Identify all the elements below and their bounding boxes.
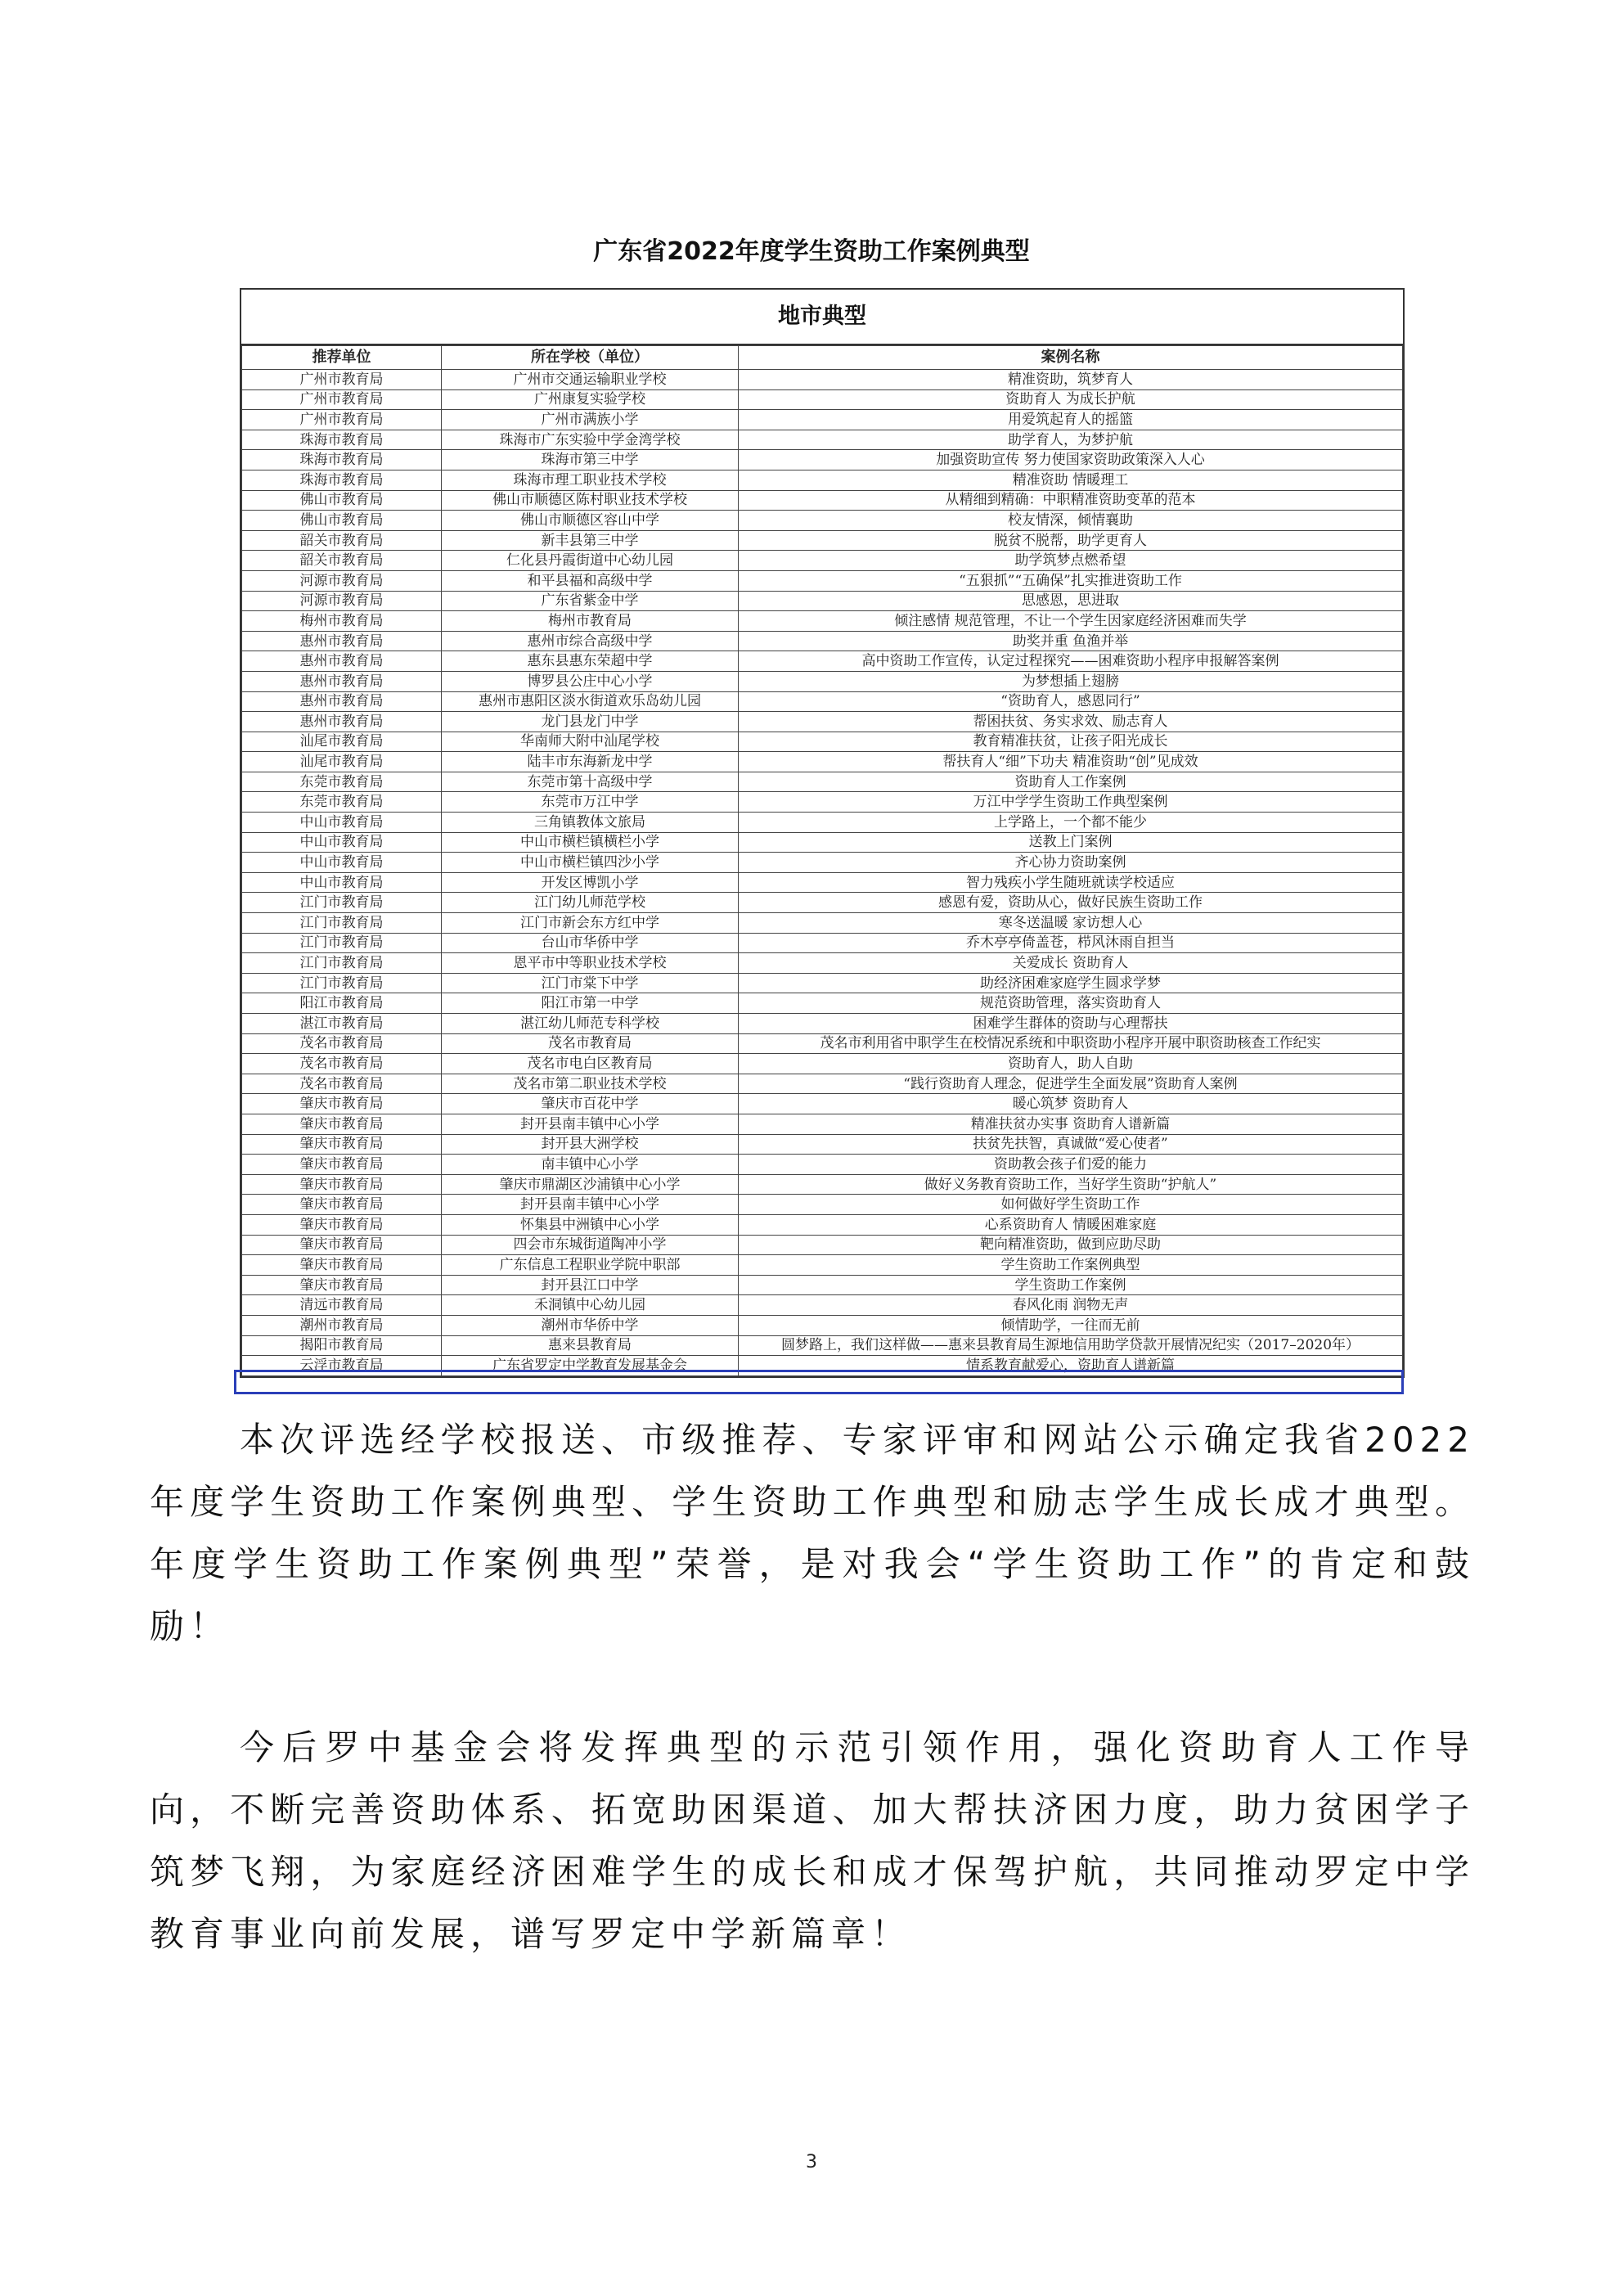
cell-school: 茂名市第二职业技术学校 xyxy=(442,1074,739,1094)
paragraph-2: 今后罗中基金会将发挥典型的示范引领作用，强化资助育人工作导向，不断完善资助体系、拓宽助困渠道、加大帮扶济困力度，助力贫困学子筑梦飞翔，为家庭经济困难学生的成长和成才保驾护航，共同推动罗定中学教育事业向前发展，谱写罗定中学新篇章！ xyxy=(150,1727,1475,1954)
cell-recommending-unit: 河源市教育局 xyxy=(242,591,442,611)
table-row xyxy=(242,1155,1403,1175)
cell-school: 怀集县中洲镇中心小学 xyxy=(442,1214,739,1235)
header-school: 所在学校（单位） xyxy=(442,346,739,370)
cell-recommending-unit: 茂名市教育局 xyxy=(242,1054,442,1074)
cell-school: 封开县南丰镇中心小学 xyxy=(442,1114,739,1134)
cell-recommending-unit: 肇庆市教育局 xyxy=(242,1195,442,1215)
cell-recommending-unit: 肇庆市教育局 xyxy=(242,1235,442,1255)
cell-case-name: 关爱成长 资助育人 xyxy=(739,953,1403,974)
cell-case-name: 精准扶贫办实事 资助育人谱新篇 xyxy=(739,1114,1403,1134)
cell-school: 和平县福和高级中学 xyxy=(442,570,739,591)
cell-recommending-unit: 惠州市教育局 xyxy=(242,671,442,691)
header-recommending-unit: 推荐单位 xyxy=(242,346,442,370)
table-row xyxy=(242,591,1403,611)
cell-case-name: 智力残疾小学生随班就读学校适应 xyxy=(739,872,1403,893)
cell-school: 中山市横栏镇横栏小学 xyxy=(442,832,739,853)
cell-school: 广东信息工程职业学院中职部 xyxy=(442,1255,739,1276)
cell-case-name: “践行资助育人理念，促进学生全面发展”资助育人案例 xyxy=(739,1074,1403,1094)
cell-school: 封开县江口中学 xyxy=(442,1275,739,1295)
paragraph-1: 本次评选经学校报送、市级推荐、专家评审和网站公示确定我省2022年度学生资助工作案例典型、学生资助工作典型和励志学生成长成才典型。年度学生资助工作案例典型”荣誉，是对我会“学生资助工作”的肯定和鼓励！ xyxy=(150,1420,1475,1646)
table-row xyxy=(242,651,1403,672)
cell-school: 广州市满族小学 xyxy=(442,410,739,430)
cell-case-name: 上学路上，一个都不能少 xyxy=(739,813,1403,833)
cell-case-name: 齐心协力资助案例 xyxy=(739,853,1403,873)
cell-case-name: “五狠抓”“五确保”扎实推进资助工作 xyxy=(739,570,1403,591)
cell-case-name: 助学筑梦点燃希望 xyxy=(739,551,1403,571)
table-row xyxy=(242,752,1403,772)
cell-school: 华南师大附中汕尾学校 xyxy=(442,732,739,752)
cell-case-name: 心系资助育人 情暖困难家庭 xyxy=(739,1214,1403,1235)
cell-school: 江门市棠下中学 xyxy=(442,973,739,993)
table-row xyxy=(242,1094,1403,1114)
cell-school: 东莞市万江中学 xyxy=(442,792,739,813)
cell-case-name: 如何做好学生资助工作 xyxy=(739,1195,1403,1215)
table-row xyxy=(242,530,1403,551)
cell-recommending-unit: 惠州市教育局 xyxy=(242,712,442,732)
table-row xyxy=(242,1033,1403,1054)
table-row xyxy=(242,490,1403,511)
cell-recommending-unit: 揭阳市教育局 xyxy=(242,1335,442,1356)
case-table-frame xyxy=(240,288,1405,1378)
cell-recommending-unit: 中山市教育局 xyxy=(242,832,442,853)
cell-school: 广州市交通运输职业学校 xyxy=(442,370,739,390)
cell-school: 恩平市中等职业技术学校 xyxy=(442,953,739,974)
cell-case-name: 资助教会孩子们爱的能力 xyxy=(739,1155,1403,1175)
cell-recommending-unit: 肇庆市教育局 xyxy=(242,1134,442,1155)
table-row xyxy=(242,1054,1403,1074)
cell-case-name: 精准资助，筑梦育人 xyxy=(739,370,1403,390)
cell-recommending-unit: 珠海市教育局 xyxy=(242,430,442,450)
cell-school: 梅州市教育局 xyxy=(442,611,739,632)
cell-case-name: 帮困扶贫、务实求效、励志育人 xyxy=(739,712,1403,732)
table-row xyxy=(242,691,1403,712)
cell-school: 珠海市理工职业技术学校 xyxy=(442,470,739,490)
cell-school: 南丰镇中心小学 xyxy=(442,1155,739,1175)
cell-recommending-unit: 广州市教育局 xyxy=(242,389,442,410)
cell-recommending-unit: 河源市教育局 xyxy=(242,570,442,591)
cell-recommending-unit: 梅州市教育局 xyxy=(242,611,442,632)
table-body xyxy=(242,370,1403,1376)
cell-case-name: 资助育人工作案例 xyxy=(739,772,1403,792)
cell-school: 江门市新会东方红中学 xyxy=(442,913,739,934)
cell-case-name: 圆梦路上，我们这样做——惠来县教育局生源地信用助学贷款开展情况纪实（2017–2020年） xyxy=(739,1335,1403,1356)
cell-school: 新丰县第三中学 xyxy=(442,530,739,551)
table-row xyxy=(242,1174,1403,1195)
table-row xyxy=(242,671,1403,691)
cell-recommending-unit: 肇庆市教育局 xyxy=(242,1275,442,1295)
table-row xyxy=(242,1315,1403,1335)
case-table xyxy=(241,345,1403,1376)
cell-recommending-unit: 茂名市教育局 xyxy=(242,1074,442,1094)
table-row xyxy=(242,872,1403,893)
table-row xyxy=(242,712,1403,732)
cell-case-name: “资助育人，感恩同行” xyxy=(739,691,1403,712)
cell-case-name: 送教上门案例 xyxy=(739,832,1403,853)
cell-recommending-unit: 佛山市教育局 xyxy=(242,490,442,511)
cell-recommending-unit: 广州市教育局 xyxy=(242,410,442,430)
cell-school: 珠海市广东实验中学金湾学校 xyxy=(442,430,739,450)
table-row xyxy=(242,1214,1403,1235)
cell-school: 佛山市顺德区陈村职业技术学校 xyxy=(442,490,739,511)
cell-school: 珠海市第三中学 xyxy=(442,450,739,470)
cell-school: 陆丰市东海新龙中学 xyxy=(442,752,739,772)
cell-case-name: 加强资助宣传 努力使国家资助政策深入人心 xyxy=(739,450,1403,470)
cell-school: 肇庆市鼎湖区沙浦镇中心小学 xyxy=(442,1174,739,1195)
table-row xyxy=(242,732,1403,752)
cell-case-name: 乔木亭亭倚盖苍，栉风沐雨自担当 xyxy=(739,933,1403,953)
cell-school: 台山市华侨中学 xyxy=(442,933,739,953)
cell-school: 江门幼儿师范学校 xyxy=(442,893,739,913)
table-row xyxy=(242,470,1403,490)
document-title: 广东省2022年度学生资助工作案例典型 xyxy=(593,237,1030,266)
table-row xyxy=(242,1295,1403,1316)
cell-recommending-unit: 汕尾市教育局 xyxy=(242,752,442,772)
cell-school: 茂名市教育局 xyxy=(442,1033,739,1054)
table-row xyxy=(242,853,1403,873)
cell-recommending-unit: 江门市教育局 xyxy=(242,953,442,974)
cell-school: 三角镇教体文旅局 xyxy=(442,813,739,833)
cell-school: 四会市东城街道陶冲小学 xyxy=(442,1235,739,1255)
cell-school: 茂名市电白区教育局 xyxy=(442,1054,739,1074)
cell-school: 潮州市华侨中学 xyxy=(442,1315,739,1335)
table-row xyxy=(242,832,1403,853)
cell-case-name: 学生资助工作案例 xyxy=(739,1275,1403,1295)
table-row xyxy=(242,631,1403,651)
cell-recommending-unit: 清远市教育局 xyxy=(242,1295,442,1316)
cell-school: 广东省紫金中学 xyxy=(442,591,739,611)
table-row xyxy=(242,1134,1403,1155)
table-row xyxy=(242,1335,1403,1356)
cell-recommending-unit: 东莞市教育局 xyxy=(242,792,442,813)
cell-case-name: 助奖并重 鱼渔并举 xyxy=(739,631,1403,651)
cell-recommending-unit: 茂名市教育局 xyxy=(242,1033,442,1054)
cell-recommending-unit: 惠州市教育局 xyxy=(242,631,442,651)
cell-case-name: 为梦想插上翅膀 xyxy=(739,671,1403,691)
cell-school: 开发区博凯小学 xyxy=(442,872,739,893)
cell-case-name: 扶贫先扶智，真诚做“爱心使者” xyxy=(739,1134,1403,1155)
cell-recommending-unit: 广州市教育局 xyxy=(242,370,442,390)
cell-recommending-unit: 肇庆市教育局 xyxy=(242,1255,442,1276)
header-case-name: 案例名称 xyxy=(739,346,1403,370)
cell-case-name: 教育精准扶贫，让孩子阳光成长 xyxy=(739,732,1403,752)
table-row xyxy=(242,772,1403,792)
cell-recommending-unit: 中山市教育局 xyxy=(242,853,442,873)
cell-school: 封开县大洲学校 xyxy=(442,1134,739,1155)
cell-recommending-unit: 江门市教育局 xyxy=(242,933,442,953)
cell-case-name: 规范资助管理，落实资助育人 xyxy=(739,993,1403,1014)
cell-case-name: 倾注感情 规范管理，不让一个学生因家庭经济困难而失学 xyxy=(739,611,1403,632)
cell-school: 广东省罗定中学教育发展基金会 xyxy=(442,1356,739,1376)
table-row xyxy=(242,1356,1403,1376)
table-row xyxy=(242,1235,1403,1255)
cell-case-name: 学生资助工作案例典型 xyxy=(739,1255,1403,1276)
cell-school: 东莞市第十高级中学 xyxy=(442,772,739,792)
cell-school: 惠州市惠阳区淡水街道欢乐岛幼儿园 xyxy=(442,691,739,712)
cell-recommending-unit: 肇庆市教育局 xyxy=(242,1155,442,1175)
cell-recommending-unit: 惠州市教育局 xyxy=(242,691,442,712)
cell-school: 封开县南丰镇中心小学 xyxy=(442,1195,739,1215)
cell-recommending-unit: 潮州市教育局 xyxy=(242,1315,442,1335)
table-row xyxy=(242,370,1403,390)
cell-school: 阳江市第一中学 xyxy=(442,993,739,1014)
cell-recommending-unit: 肇庆市教育局 xyxy=(242,1174,442,1195)
table-row xyxy=(242,511,1403,531)
cell-case-name: 情系教育献爱心，资助育人谱新篇 xyxy=(739,1356,1403,1376)
cell-case-name: 万江中学学生资助工作典型案例 xyxy=(739,792,1403,813)
cell-case-name: 感恩有爱，资助从心，做好民族生资助工作 xyxy=(739,893,1403,913)
cell-school: 仁化县丹霞街道中心幼儿园 xyxy=(442,551,739,571)
table-row xyxy=(242,570,1403,591)
cell-recommending-unit: 韶关市教育局 xyxy=(242,530,442,551)
cell-case-name: 倾情助学，一往而无前 xyxy=(739,1315,1403,1335)
cell-recommending-unit: 中山市教育局 xyxy=(242,872,442,893)
cell-school: 中山市横栏镇四沙小学 xyxy=(442,853,739,873)
table-row xyxy=(242,1275,1403,1295)
table-row xyxy=(242,893,1403,913)
cell-recommending-unit: 珠海市教育局 xyxy=(242,450,442,470)
table-header-row xyxy=(242,346,1403,370)
cell-case-name: 寒冬送温暖 家访想人心 xyxy=(739,913,1403,934)
cell-school: 湛江幼儿师范专科学校 xyxy=(442,1014,739,1034)
table-row xyxy=(242,993,1403,1014)
cell-recommending-unit: 东莞市教育局 xyxy=(242,772,442,792)
cell-school: 惠州市综合高级中学 xyxy=(442,631,739,651)
cell-case-name: 用爱筑起育人的摇篮 xyxy=(739,410,1403,430)
cell-recommending-unit: 云浮市教育局 xyxy=(242,1356,442,1376)
cell-case-name: 思感恩，思进取 xyxy=(739,591,1403,611)
cell-case-name: 助学育人，为梦护航 xyxy=(739,430,1403,450)
table-row xyxy=(242,1255,1403,1276)
table-row xyxy=(242,389,1403,410)
cell-case-name: 做好义务教育资助工作，当好学生资助“护航人” xyxy=(739,1174,1403,1195)
cell-case-name: 脱贫不脱帮，助学更育人 xyxy=(739,530,1403,551)
cell-case-name: 精准资助 情暖理工 xyxy=(739,470,1403,490)
section-title: 地市典型 xyxy=(241,290,1403,345)
table-row xyxy=(242,1114,1403,1134)
table-row xyxy=(242,1014,1403,1034)
cell-recommending-unit: 肇庆市教育局 xyxy=(242,1214,442,1235)
table-row xyxy=(242,430,1403,450)
cell-recommending-unit: 佛山市教育局 xyxy=(242,511,442,531)
cell-case-name: 茂名市利用省中职学生在校情况系统和中职资助小程序开展中职资助核查工作纪实 xyxy=(739,1033,1403,1054)
cell-case-name: 从精细到精确：中职精准资助变革的范本 xyxy=(739,490,1403,511)
cell-recommending-unit: 肇庆市教育局 xyxy=(242,1114,442,1134)
cell-recommending-unit: 惠州市教育局 xyxy=(242,651,442,672)
cell-school: 佛山市顺德区容山中学 xyxy=(442,511,739,531)
cell-case-name: 高中资助工作宣传，认定过程探究——困难资助小程序申报解答案例 xyxy=(739,651,1403,672)
table-row xyxy=(242,792,1403,813)
cell-school: 博罗县公庄中心小学 xyxy=(442,671,739,691)
table-row xyxy=(242,410,1403,430)
cell-recommending-unit: 江门市教育局 xyxy=(242,973,442,993)
table-row xyxy=(242,611,1403,632)
cell-case-name: 校友情深，倾情襄助 xyxy=(739,511,1403,531)
cell-case-name: 困难学生群体的资助与心理帮扶 xyxy=(739,1014,1403,1034)
cell-school: 龙门县龙门中学 xyxy=(442,712,739,732)
table-row xyxy=(242,813,1403,833)
cell-case-name: 靶向精准资助，做到应助尽助 xyxy=(739,1235,1403,1255)
cell-recommending-unit: 韶关市教育局 xyxy=(242,551,442,571)
table-row xyxy=(242,933,1403,953)
cell-recommending-unit: 珠海市教育局 xyxy=(242,470,442,490)
table-row xyxy=(242,1074,1403,1094)
cell-case-name: 帮扶育人“细”下功夫 精准资助“创”见成效 xyxy=(739,752,1403,772)
cell-recommending-unit: 江门市教育局 xyxy=(242,893,442,913)
cell-school: 惠来县教育局 xyxy=(442,1335,739,1356)
cell-school: 肇庆市百花中学 xyxy=(442,1094,739,1114)
table-row xyxy=(242,913,1403,934)
cell-case-name: 资助育人，助人自助 xyxy=(739,1054,1403,1074)
cell-case-name: 春风化雨 润物无声 xyxy=(739,1295,1403,1316)
cell-recommending-unit: 肇庆市教育局 xyxy=(242,1094,442,1114)
table-row xyxy=(242,450,1403,470)
cell-recommending-unit: 江门市教育局 xyxy=(242,913,442,934)
cell-recommending-unit: 湛江市教育局 xyxy=(242,1014,442,1034)
page-number: 3 xyxy=(806,2152,817,2172)
table-row xyxy=(242,973,1403,993)
cell-recommending-unit: 阳江市教育局 xyxy=(242,993,442,1014)
table-row xyxy=(242,1195,1403,1215)
cell-school: 禾洞镇中心幼儿园 xyxy=(442,1295,739,1316)
cell-case-name: 助经济困难家庭学生圆求学梦 xyxy=(739,973,1403,993)
cell-school: 惠东县惠东荣超中学 xyxy=(442,651,739,672)
cell-case-name: 暖心筑梦 资助育人 xyxy=(739,1094,1403,1114)
cell-recommending-unit: 汕尾市教育局 xyxy=(242,732,442,752)
cell-recommending-unit: 中山市教育局 xyxy=(242,813,442,833)
table-row xyxy=(242,953,1403,974)
cell-school: 广州康复实验学校 xyxy=(442,389,739,410)
cell-case-name: 资助育人 为成长护航 xyxy=(739,389,1403,410)
table-row xyxy=(242,551,1403,571)
